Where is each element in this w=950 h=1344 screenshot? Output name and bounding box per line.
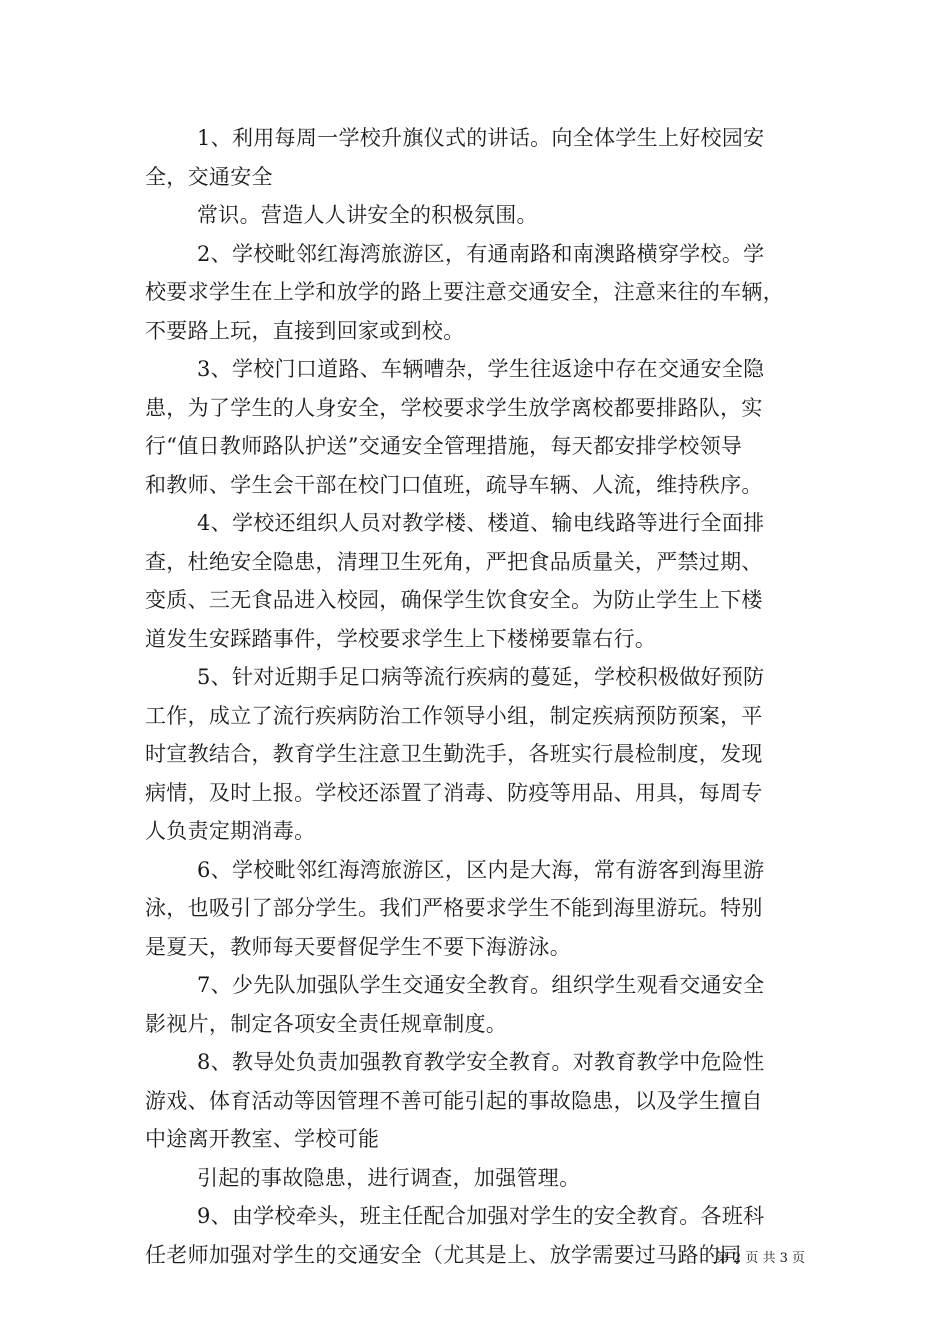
text-line: 查，杜绝安全隐患，清理卫生死角，严把食品质量关，严禁过期、 (145, 549, 763, 574)
text-line: 工作，成立了流行疾病防治工作领导小组，制定疾病预防预案，平 (145, 703, 763, 728)
text-line: 全，交通安全 (145, 164, 273, 189)
text-line: 变质、三无食品进入校园，确保学生饮食安全。为防止学生上下楼 (145, 588, 763, 612)
text-line: 游戏、体育活动等因管理不善可能引起的事故隐患，以及学生擅自 (145, 1088, 763, 1113)
text-line: 4、学校还组织人员对教学楼、楼道、输电线路等进行全面排 (197, 511, 765, 535)
text-line: 影视片，制定各项安全责任规章制度。 (145, 1011, 508, 1036)
text-line: 不要路上玩，直接到回家或到校。 (145, 318, 465, 343)
text-line: 患，为了学生的人身安全，学校要求学生放学离校都要排路队，实 (145, 395, 763, 420)
text-line: 7、少先队加强队学生交通安全教育。组织学生观看交通安全 (197, 973, 765, 997)
text-line: 道发生安踩踏事件，学校要求学生上下楼梯要靠右行。 (145, 626, 657, 651)
text-line: 5、针对近期手足口病等流行疾病的蔓延，学校积极做好预防 (197, 665, 765, 689)
text-line: 6、学校毗邻红海湾旅游区，区内是大海，常有游客到海里游 (197, 857, 765, 882)
page-number: 第 2 页 共 3 页 (715, 1251, 805, 1266)
text-line: 行“值日教师路队护送”交通安全管理措施，每天都安排学校领导 (145, 434, 743, 458)
text-line: 8、教导处负责加强教育教学安全教育。对教育教学中危险性 (197, 1050, 765, 1074)
text-line: 引起的事故隐患，进行调查，加强管理。 (197, 1165, 581, 1190)
text-line: 常识。营造人人讲安全的积极氛围。 (197, 203, 538, 227)
text-line: 3、学校门口道路、车辆嘈杂，学生往返途中存在交通安全隐 (197, 357, 765, 381)
text-line: 2、学校毗邻红海湾旅游区，有通南路和南澳路横穿学校。学 (197, 241, 765, 266)
text-line: 泳，也吸引了部分学生。我们严格要求学生不能到海里游玩。特别 (145, 896, 763, 920)
text-line: 人负责定期消毒。 (145, 819, 316, 843)
text-line: 任老师加强对学生的交通安全（尤其是上、放学需要过马路的同 (145, 1242, 742, 1267)
text-line: 时宣教结合，教育学生注意卫生勤洗手，各班实行晨检制度，发现 (145, 742, 763, 766)
document-body (145, 119, 810, 1274)
text-line: 病情，及时上报。学校还添置了消毒、防疫等用品、用具，每周专 (145, 780, 763, 805)
text-line: 9、由学校牵头，班主任配合加强对学生的安全教育。各班科 (197, 1204, 765, 1228)
text-line: 中途离开教室、学校可能 (145, 1127, 380, 1151)
text-line: 1、利用每周一学校升旗仪式的讲话。向全体学生上好校园安 (197, 126, 765, 150)
text-line: 是夏天，教师每天要督促学生不要下海游泳。 (145, 934, 571, 959)
text-line: 校要求学生在上学和放学的路上要注意交通安全，注意来往的车辆， (145, 280, 784, 304)
text-line: 和教师、学生会干部在校门口值班，疏导车辆、人流，维持秩序。 (145, 472, 763, 497)
